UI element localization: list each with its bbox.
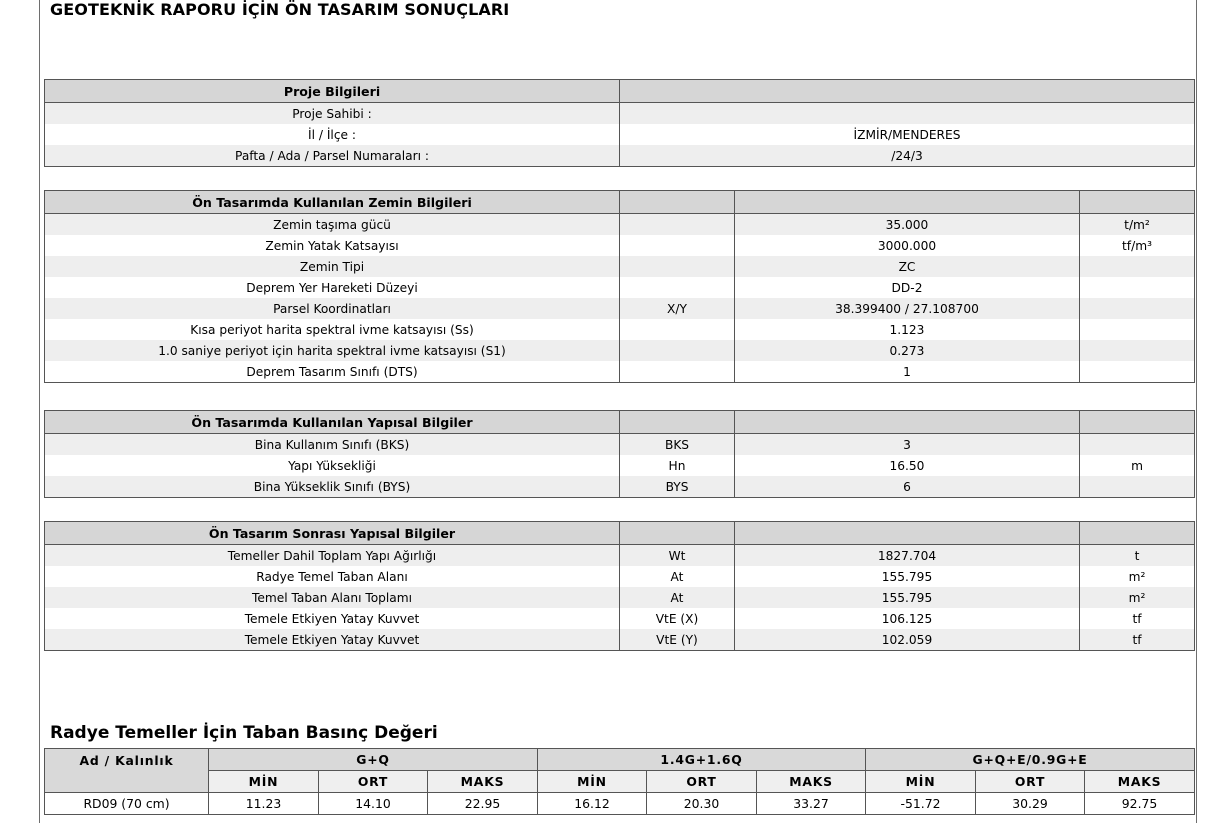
row-value: 1 bbox=[735, 361, 1080, 383]
header-blank bbox=[620, 191, 735, 214]
row-unit bbox=[1080, 434, 1195, 456]
subheader-maks: MAKS bbox=[757, 771, 866, 793]
table-row bbox=[45, 587, 1195, 608]
table-row bbox=[45, 361, 1195, 383]
row-value: 6 bbox=[735, 476, 1080, 498]
header-blank bbox=[620, 411, 735, 434]
sonrasi-header-row bbox=[45, 522, 1195, 545]
row-symbol: X/Y bbox=[620, 298, 735, 319]
zemin-table bbox=[44, 190, 1195, 383]
row-symbol bbox=[620, 319, 735, 340]
sonrasi-header: Ön Tasarım Sonrası Yapısal Bilgiler bbox=[45, 522, 620, 545]
subheader-min: MİN bbox=[209, 771, 319, 793]
row-unit bbox=[1080, 361, 1195, 383]
sonrasi-table bbox=[44, 521, 1195, 651]
pressure-table bbox=[44, 748, 1195, 815]
row-value: 1827.704 bbox=[735, 545, 1080, 567]
row-value: 20.30 bbox=[647, 793, 757, 815]
ad-kalinlik-header: Ad / Kalınlık bbox=[45, 749, 209, 793]
row-value: 14.10 bbox=[319, 793, 428, 815]
header-blank bbox=[1080, 522, 1195, 545]
row-value: ZC bbox=[735, 256, 1080, 277]
table-row bbox=[45, 476, 1195, 498]
row-label: İl / İlçe : bbox=[45, 124, 620, 145]
group-header: 1.4G+1.6Q bbox=[538, 749, 866, 771]
table-row bbox=[45, 256, 1195, 277]
header-blank bbox=[1080, 191, 1195, 214]
row-symbol: At bbox=[620, 566, 735, 587]
row-label: Pafta / Ada / Parsel Numaraları : bbox=[45, 145, 620, 167]
row-label: Temel Taban Alanı Toplamı bbox=[45, 587, 620, 608]
table-row bbox=[45, 340, 1195, 361]
row-label: Temele Etkiyen Yatay Kuvvet bbox=[45, 608, 620, 629]
row-unit bbox=[1080, 340, 1195, 361]
row-symbol: Wt bbox=[620, 545, 735, 567]
zemin-header: Ön Tasarımda Kullanılan Zemin Bilgileri bbox=[45, 191, 620, 214]
row-label: 1.0 saniye periyot için harita spektral ivme katsayısı (S1) bbox=[45, 340, 620, 361]
row-value: 3000.000 bbox=[735, 235, 1080, 256]
row-label: Deprem Tasarım Sınıfı (DTS) bbox=[45, 361, 620, 383]
row-label: Parsel Koordinatları bbox=[45, 298, 620, 319]
yapisal-header-row bbox=[45, 411, 1195, 434]
table-row bbox=[45, 124, 1195, 145]
subheader-ort: ORT bbox=[647, 771, 757, 793]
row-label: Temeller Dahil Toplam Yapı Ağırlığı bbox=[45, 545, 620, 567]
row-unit: tf/m³ bbox=[1080, 235, 1195, 256]
row-unit: m² bbox=[1080, 566, 1195, 587]
row-symbol: At bbox=[620, 587, 735, 608]
report-title: GEOTEKNİK RAPORU İÇİN ÖN TASARIM SONUÇLARI bbox=[50, 0, 510, 19]
pressure-group-row bbox=[45, 749, 1195, 771]
row-symbol bbox=[620, 214, 735, 236]
row-unit: t/m² bbox=[1080, 214, 1195, 236]
row-unit bbox=[1080, 319, 1195, 340]
row-value: 11.23 bbox=[209, 793, 319, 815]
table-row bbox=[45, 455, 1195, 476]
row-unit bbox=[1080, 298, 1195, 319]
radye-title: Radye Temeller İçin Taban Basınç Değeri bbox=[50, 723, 438, 743]
row-label: Yapı Yüksekliği bbox=[45, 455, 620, 476]
group-header: G+Q bbox=[209, 749, 538, 771]
table-row bbox=[45, 277, 1195, 298]
row-label: Temele Etkiyen Yatay Kuvvet bbox=[45, 629, 620, 651]
row-symbol: Hn bbox=[620, 455, 735, 476]
proje-header-row bbox=[45, 80, 1195, 103]
table-row bbox=[45, 566, 1195, 587]
yapisal-header: Ön Tasarımda Kullanılan Yapısal Bilgiler bbox=[45, 411, 620, 434]
row-value: 16.12 bbox=[538, 793, 647, 815]
row-label: Proje Sahibi : bbox=[45, 103, 620, 125]
row-value: 106.125 bbox=[735, 608, 1080, 629]
group-header: G+Q+E/0.9G+E bbox=[866, 749, 1195, 771]
row-unit: m² bbox=[1080, 587, 1195, 608]
row-value: 38.399400 / 27.108700 bbox=[735, 298, 1080, 319]
table-row bbox=[45, 608, 1195, 629]
row-symbol: VtE (Y) bbox=[620, 629, 735, 651]
row-symbol: BYS bbox=[620, 476, 735, 498]
header-blank bbox=[620, 80, 1195, 103]
row-value: 3 bbox=[735, 434, 1080, 456]
row-label: Zemin Yatak Katsayısı bbox=[45, 235, 620, 256]
proje-table bbox=[44, 79, 1195, 167]
table-row bbox=[45, 434, 1195, 456]
header-blank bbox=[735, 411, 1080, 434]
header-blank bbox=[620, 522, 735, 545]
row-label: Bina Kullanım Sınıfı (BKS) bbox=[45, 434, 620, 456]
row-value: 0.273 bbox=[735, 340, 1080, 361]
row-label: Zemin Tipi bbox=[45, 256, 620, 277]
row-value: 16.50 bbox=[735, 455, 1080, 476]
subheader-min: MİN bbox=[866, 771, 976, 793]
subheader-maks: MAKS bbox=[428, 771, 538, 793]
header-blank bbox=[735, 522, 1080, 545]
row-label: Bina Yükseklik Sınıfı (BYS) bbox=[45, 476, 620, 498]
row-unit: tf bbox=[1080, 629, 1195, 651]
table-row bbox=[45, 145, 1195, 167]
row-value: 155.795 bbox=[735, 587, 1080, 608]
row-label: Radye Temel Taban Alanı bbox=[45, 566, 620, 587]
row-value: 35.000 bbox=[735, 214, 1080, 236]
table-row bbox=[45, 629, 1195, 651]
row-unit: tf bbox=[1080, 608, 1195, 629]
row-unit: t bbox=[1080, 545, 1195, 567]
header-blank bbox=[735, 191, 1080, 214]
row-label: Deprem Yer Hareketi Düzeyi bbox=[45, 277, 620, 298]
row-unit: m bbox=[1080, 455, 1195, 476]
row-symbol bbox=[620, 256, 735, 277]
subheader-maks: MAKS bbox=[1085, 771, 1195, 793]
row-value: 155.795 bbox=[735, 566, 1080, 587]
row-label: Kısa periyot harita spektral ivme katsayısı (Ss) bbox=[45, 319, 620, 340]
row-value: 92.75 bbox=[1085, 793, 1195, 815]
row-value: 30.29 bbox=[976, 793, 1085, 815]
table-row bbox=[45, 103, 1195, 125]
table-row bbox=[45, 214, 1195, 236]
proje-header: Proje Bilgileri bbox=[45, 80, 620, 103]
yapisal-table bbox=[44, 410, 1195, 498]
row-symbol: BKS bbox=[620, 434, 735, 456]
header-blank bbox=[1080, 411, 1195, 434]
row-value: /24/3 bbox=[620, 145, 1195, 167]
row-value bbox=[620, 103, 1195, 125]
row-value: 22.95 bbox=[428, 793, 538, 815]
row-value: İZMİR/MENDERES bbox=[620, 124, 1195, 145]
row-unit bbox=[1080, 476, 1195, 498]
row-name: RD09 (70 cm) bbox=[45, 793, 209, 815]
subheader-ort: ORT bbox=[319, 771, 428, 793]
subheader-ort: ORT bbox=[976, 771, 1085, 793]
row-symbol: VtE (X) bbox=[620, 608, 735, 629]
row-symbol bbox=[620, 361, 735, 383]
row-value: 1.123 bbox=[735, 319, 1080, 340]
row-symbol bbox=[620, 277, 735, 298]
row-value: DD-2 bbox=[735, 277, 1080, 298]
row-label: Zemin taşıma gücü bbox=[45, 214, 620, 236]
table-row bbox=[45, 298, 1195, 319]
row-value: 102.059 bbox=[735, 629, 1080, 651]
row-unit bbox=[1080, 256, 1195, 277]
table-row bbox=[45, 235, 1195, 256]
row-value: -51.72 bbox=[866, 793, 976, 815]
table-row bbox=[45, 793, 1195, 815]
row-symbol bbox=[620, 340, 735, 361]
row-unit bbox=[1080, 277, 1195, 298]
subheader-min: MİN bbox=[538, 771, 647, 793]
table-row bbox=[45, 319, 1195, 340]
table-row bbox=[45, 545, 1195, 567]
row-value: 33.27 bbox=[757, 793, 866, 815]
zemin-header-row bbox=[45, 191, 1195, 214]
row-symbol bbox=[620, 235, 735, 256]
pressure-subheader-row bbox=[45, 771, 1195, 793]
